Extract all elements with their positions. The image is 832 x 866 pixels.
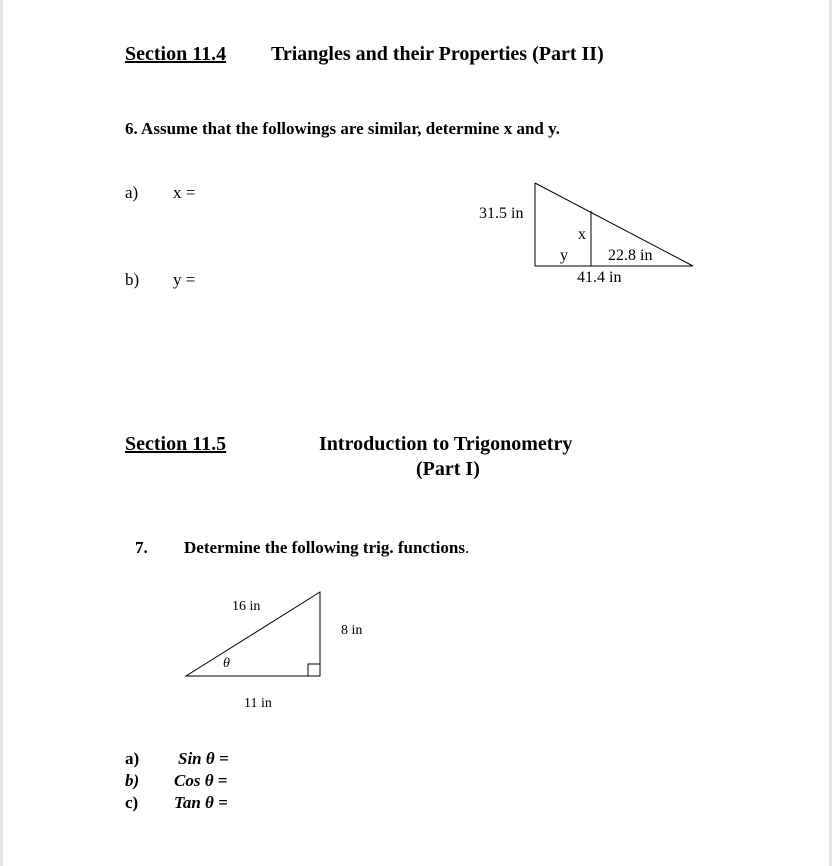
question-7-prompt-text: Determine the following trig. functions	[184, 538, 465, 557]
base-label: 41.4 in	[577, 269, 622, 286]
right-angle-marker	[308, 664, 320, 676]
height-label: 31.5 in	[479, 205, 524, 222]
section-11-5-title-line2: (Part I)	[416, 458, 480, 480]
worksheet-page	[3, 0, 829, 866]
q6-part-b-label: b)	[125, 270, 140, 289]
section-11-4-label: Section 11.4	[125, 43, 227, 65]
q7-part-c-label: c)	[125, 793, 139, 812]
hypotenuse-label: 16 in	[232, 599, 261, 614]
q7-part-a-expr: Sin θ =	[178, 749, 229, 768]
section-11-5-label: Section 11.5	[125, 433, 227, 455]
segment-label: 22.8 in	[608, 247, 653, 264]
q7-part-b-expr: Cos θ =	[174, 771, 228, 790]
question-6-prompt: 6. Assume that the followings are similar, determine x and y.	[125, 119, 560, 138]
x-label: x	[578, 226, 586, 243]
q6-part-a-label: a)	[125, 183, 139, 202]
q7-part-a-label: a)	[125, 749, 140, 768]
y-label: y	[560, 247, 568, 264]
adjacent-label: 11 in	[244, 696, 272, 711]
opposite-label: 8 in	[341, 623, 363, 638]
section-11-4-title: Triangles and their Properties (Part II)	[271, 43, 604, 65]
question-7-period: .	[464, 538, 470, 557]
q7-part-b-label: b)	[125, 771, 140, 790]
question-7-number: 7.	[135, 538, 148, 557]
q6-part-a-expr: x =	[173, 183, 196, 202]
q7-part-c-expr: Tan θ =	[174, 793, 228, 812]
right-triangle-figure	[3, 0, 832, 866]
theta-label: θ	[223, 656, 230, 671]
q6-part-b-expr: y =	[173, 270, 196, 289]
section-11-5-title-line1: Introduction to Trigonometry	[319, 433, 573, 455]
